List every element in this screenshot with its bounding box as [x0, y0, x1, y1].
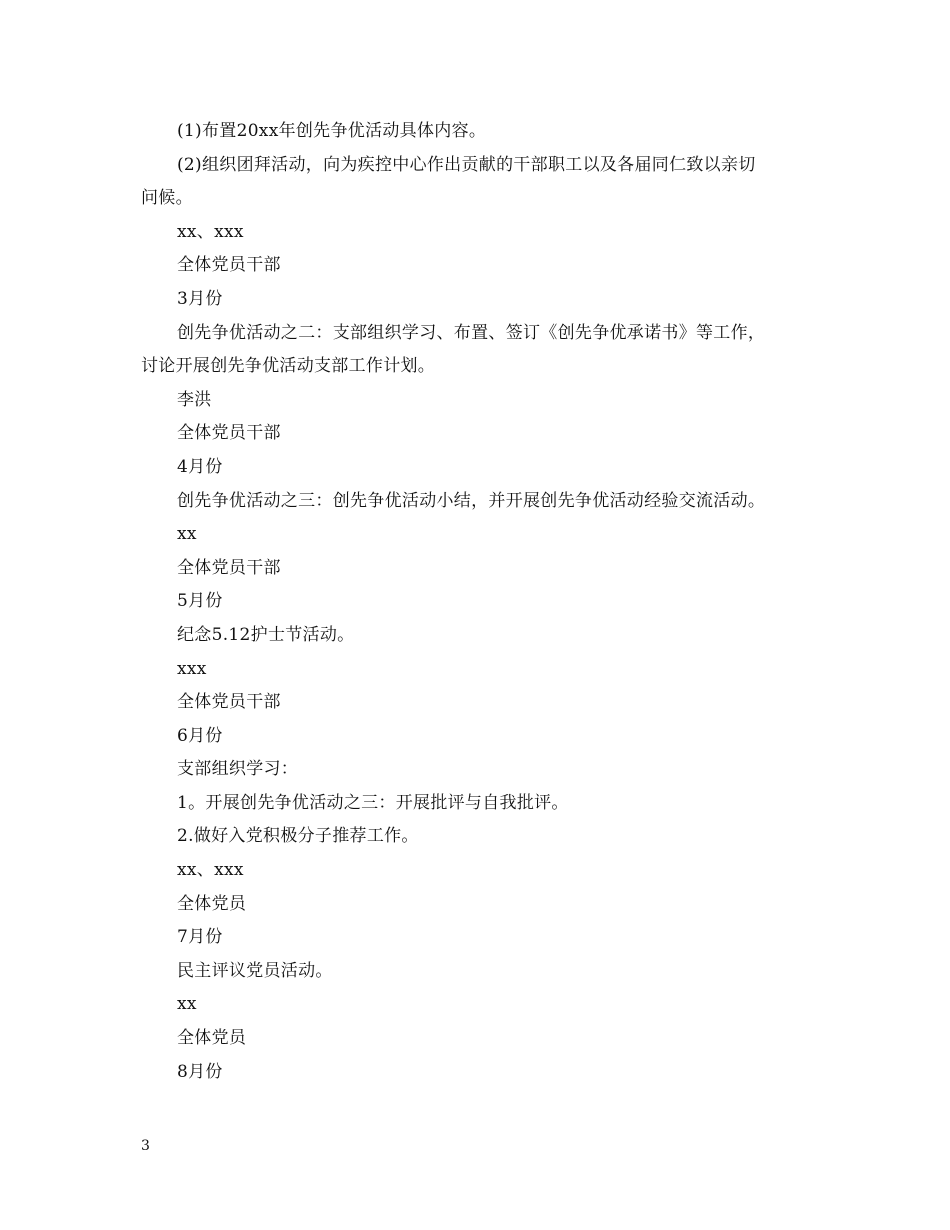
document-line: 8月份	[177, 1061, 223, 1082]
document-line: 2.做好入党积极分子推荐工作。	[177, 826, 419, 847]
document-line: 5月份	[177, 591, 223, 612]
document-line: 全体党员干部	[177, 692, 281, 713]
document-line: (2)组织团拜活动，向为疾控中心作出贡献的干部职工以及各届同仁致以亲切	[177, 154, 756, 175]
document-line: 6月份	[177, 725, 223, 746]
document-line: xx、xxx	[177, 221, 244, 242]
document-line: xx	[177, 524, 197, 545]
document-line: 4月份	[177, 456, 223, 477]
document-line: 支部组织学习：	[177, 759, 299, 780]
document-line: 1。开展创先争优活动之三：开展批评与自我批评。	[177, 792, 569, 813]
document-line: 民主评议党员活动。	[177, 960, 333, 981]
document-line: 全体党员干部	[177, 557, 281, 578]
document-line: xx、xxx	[177, 860, 244, 881]
document-line: 李洪	[177, 389, 212, 410]
document-line: xxx	[177, 658, 207, 679]
document-line: 全体党员	[177, 1028, 247, 1049]
document-line: 全体党员干部	[177, 255, 281, 276]
document-line: 问候。	[141, 188, 193, 209]
document-line: 创先争优活动之二：支部组织学习、布置、签订《创先争优承诺书》等工作，	[177, 322, 766, 343]
document-line: 纪念5.12护士节活动。	[177, 624, 355, 645]
document-line: 7月份	[177, 927, 223, 948]
document-line: 创先争优活动之三：创先争优活动小结，并开展创先争优活动经验交流活动。	[177, 490, 766, 511]
document-line: 全体党员干部	[177, 423, 281, 444]
document-line: 3月份	[177, 288, 223, 309]
document-line: (1)布置20xx年创先争优活动具体内容。	[177, 121, 487, 141]
page-number: 3	[141, 1138, 150, 1154]
document-body	[141, 115, 821, 1089]
document-line: 讨论开展创先争优活动支部工作计划。	[141, 356, 436, 377]
document-line: 全体党员	[177, 893, 247, 914]
document-line: xx	[177, 994, 197, 1015]
